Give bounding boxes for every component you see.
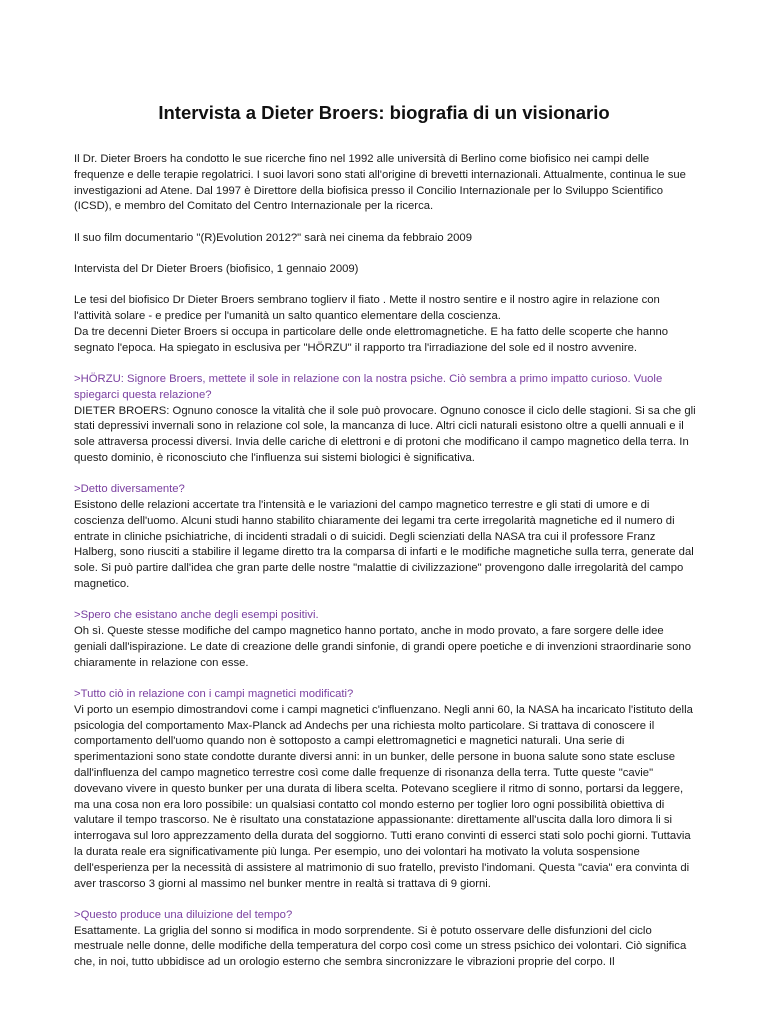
answer-text: Esattamente. La griglia del sonno si modifica in modo sorprendente. Si è potuto osservare delle disfunzioni del ciclo mestruale nelle donne, delle modifiche della temperatura del corpo così come un stress psichico dei volontari. Ciò significa che, in noi, tutto ubbidisce ad un orologio esterno che sembra sincronizzare le vibrazioni proprie del corpo. Il [74, 924, 687, 969]
qa-block [74, 608, 699, 671]
answer-text: Vi porto un esempio dimostrandovi come i campi magnetici c'influenzano. Negli anni 60, la NASA ha incaricato l'istituto della psicologia del comportamento Max-Planck ad Andechs per una richiesta molto particolare. Si trattava di conoscere il comportamento dell'uomo quando non è sottoposto a campi elettromagnetici e magnetici naturali. Una serie di sperimentazioni sono state condotte durante diversi anni: in un bunker, delle persone in buona salute sono state escluse dall'influenza del campo magnetico terrestre così come dalle frequenze di risonanza della terra. Tutte queste "cavie" dovevano vivere in questo bunker per una durata di libera scelta. Potevano scegliere il ritmo di sonno, portarsi da leggere, ma una cosa non era loro possibile: un qualsiasi contatto col mondo esterno per toglier loro ogni possibilità obiettiva di valutare il tempo trascorso. Ne è risultato una constatazione appassionante: direttamente all'uscita dalla loro dimora li si interrogava sul loro apprezzamento della durata del soggiorno. Tutti erano convinti di esserci stati solo pochi giorni. Tuttavia la durata reale era significativamente più lunga. Per esempio, uno dei volontari ha motivato la voluta sospensione dell'esperienza per la necessità di assistere al matrimonio di suo fratello, previsto l'indomani. Questa "cavia" era convinta di aver trascorso 3 giorni al massimo nel bunker mentre in realtà si trattava di 9 giorni. [74, 703, 693, 890]
qa-block [74, 372, 699, 467]
thesis-paragraph: Le tesi del biofisico Dr Dieter Broers sembrano toglierv il fiato . Mette il nostro sentire e il nostro agire in relazione con l'attività solare - e predice per l'umanità un salto quantico elementare della coscienza. Da tre decenni Dieter Broers si occupa in particolare delle onde elettromagnetiche. E ha fatto delle scoperte che hanno segnato l'epoca. Ha spiegato in esclusiva per "HÖRZU" il rapporto tra l'irradiazione del sole ed il nostro avvenire. [74, 294, 669, 354]
question-text: >Detto diversamente? [74, 483, 185, 496]
answer-text: Esistono delle relazioni accertate tra l'intensità e le variazioni del campo magnetico terrestre e gli stati di umore e di coscienza dell'uomo. Alcuni studi hanno stabilito chiaramente dei legami tra certe irregolarità magnetiche ed il numero di entrate in cliniche psichiatriche, di incidenti stradali o di suicidi. Degli scienziati della NASA tra cui il professore Franz Halberg, sono riusciti a stabilire il legame diretto tra la comparsa di infarti e le modifiche magnetiche sulla terra, generate dal sole. Si può partire dall'idea che gran parte delle nostre "malattie di civilizzazione" provengono dalle irregolarità del campo magnetico. [74, 499, 694, 591]
film-paragraph: Il suo film documentario "(R)Evolution 2012?" sarà nei cinema da febbraio 2009 [74, 231, 472, 244]
qa-block [74, 687, 699, 892]
answer-text: DIETER BROERS: Ognuno conosce la vitalità che il sole può provocare. Ognuno conosce il ciclo delle stagioni. Si sa che gli stati depressivi invernali sono in relazione col sole, la mancanza di luce. Altri cicli naturali esistono oltre a quelli annuali e il sole attraversa processi diversi. Invia delle cariche di elettroni e di protoni che modificano il campo magnetico della terra. In questo dominio, è riconosciuto che l'influenza sui sistemi biologici è significativa. [74, 404, 696, 464]
document-title: Intervista a Dieter Broers: biografia di un visionario [158, 102, 610, 123]
qa-block [74, 482, 699, 593]
qa-block [74, 908, 699, 971]
question-text: >Spero che esistano anche degli esempi positivi. [74, 609, 319, 622]
question-text: >Tutto ciò in relazione con i campi magnetici modificati? [74, 688, 354, 701]
intro-paragraph: Il Dr. Dieter Broers ha condotto le sue ricerche fino nel 1992 alle università di Berlino come biofisico nei campi delle frequenze e delle terapie regolatrici. I suoi lavori sono stati all'origine di brevetti internazionali. Attualmente, continua le sue investigazioni ad Atene. Dal 1997 è Direttore della biofisica presso il Concilio Internazionale per lo Sviluppo Scientifico (ICSD), e membro del Comitato del Centro Internazionale per la ricerca. [74, 153, 686, 213]
question-text: >HÖRZU: Signore Broers, mettete il sole in relazione con la nostra psiche. Ciò sembra a primo impatto curioso. Vuole spiegarci questa relazione? [74, 372, 663, 401]
answer-text: Oh sì. Queste stesse modifiche del campo magnetico hanno portato, anche in modo provato, a fare sorgere delle idee geniali dall'ispirazione. Le date di creazione delle grandi sinfonie, di grandi opere poetiche e di invenzioni straordinarie sono chiaramente in relazione con esse. [74, 625, 691, 669]
interview-date-paragraph: Intervista del Dr Dieter Broers (biofisico, 1 gennaio 2009) [74, 262, 359, 275]
question-text: >Questo produce una diluizione del tempo? [74, 908, 293, 921]
document-body [74, 152, 699, 987]
